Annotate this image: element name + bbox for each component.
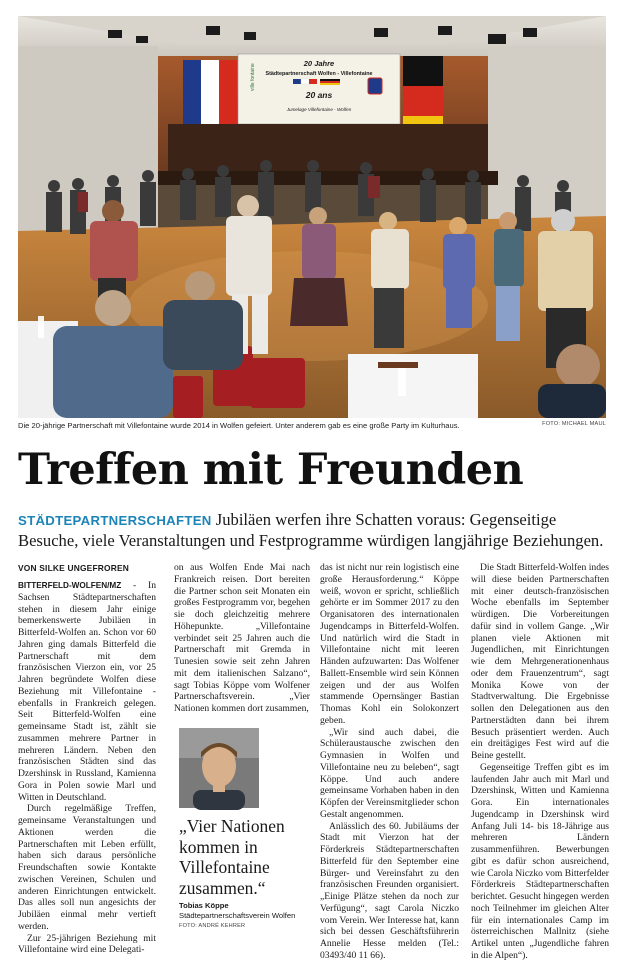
article-deck	[18, 510, 608, 551]
article-kicker: STÄDTEPARTNERSCHAFTEN	[18, 513, 212, 528]
anniversary-banner	[238, 54, 400, 124]
event-photo	[18, 16, 606, 418]
paragraph-text: - In Sachsen Städtepartnerschaften stehen in diesem Jahr einige bemerkenswerte Jubiläen in Bitterfeld-Wolfen an. Schon vor 60 Jahren ging damals Bitterfeld die Partnerschaft mit dem französischen Vierzon ein, vor 25 Jahren begründete Wolfen diese Beziehung mit Villefontaine - ebenfalls in Frankreich gelegen. Seit Bitterfeld-Wolfen eine gemeinsame Stadt ist, zählt sie zusammen mehrere Partner in mehreren Ländern. Neben den französischen Städten sind das Dzershinsk in Russland, Kamienna Gora in Polen sowie Marl und Witten in Deutschland.	[18, 580, 156, 803]
portrait-credit: FOTO: ANDRÉ KEHRER	[179, 923, 246, 929]
quote-author-role: Städtepartnerschaftsverein Wolfen	[179, 911, 296, 920]
banner-logo: ville fontaine	[250, 63, 256, 91]
banner-line-4: Jumelage Villefontaine - Wolfen	[286, 107, 352, 112]
paragraph: „Wir sind auch dabei, die Schüleraustausche zwischen den Gymnasien in Wolfen und Villefontaine neu zu beleben“, sagt Köppe. Und auch andere gemeinsame Vorhaben haben in den Köpfen der Vereinsmitglieder schon Gestalt angenommen.	[320, 726, 459, 820]
article-column-3	[320, 562, 459, 962]
article-column-4	[471, 562, 609, 962]
banner-line-2: Städtepartnerschaft Wolfen - Villefontaine	[265, 71, 373, 77]
portrait-illustration	[179, 728, 259, 808]
paragraph: Zur 25-jährigen Beziehung mit Villefontaine wird eine Delegati-	[18, 932, 156, 956]
article-column-1	[18, 562, 156, 956]
paragraph: Durch regelmäßige Treffen, gemeinsame Veranstaltungen und Aktionen werden die Partnerschaften mit Leben erfüllt, haben sich daraus persönliche Freundschaften sowie Kontakte zwischen Vereinen, Schulen und anderen Einrichtungen entwickelt. Das alles soll nun angesichts der Jubiläen einmal mehr vertieft werden.	[18, 803, 156, 932]
article-column-2	[174, 562, 310, 715]
banner-line-1: 20 Jahre	[303, 59, 335, 68]
coat-of-arms-icon	[368, 78, 382, 94]
photo-illustration	[18, 16, 606, 418]
quote-author-name: Tobias Köppe	[179, 901, 229, 910]
article-headline: Treffen mit Freunden	[18, 445, 524, 495]
photo-caption: Die 20-jährige Partnerschaft mit Villefontaine wurde 2014 in Wolfen gefeiert. Unter anderem gab es eine große Party im Kulturhaus.	[18, 421, 460, 430]
paragraph: Anlässlich des 60. Jubiläums der Stadt mit Vierzon hat der Förderkreis Städtepartnerschaften Bitterfeld für den September eine Bürger- und Vereinsfahrt zu den französischen Freunden organisiert. „Einige Plätze stehen da noch zur Verfügung“, sagt Carola Niczko vom Verein. Wer Interesse hat, kann sich bei dessen Geschäftsführerin Annelie Hesse melden (Tel.: 03493/40 11 66).	[320, 820, 459, 961]
portrait-photo	[179, 728, 259, 808]
dateline: BITTERFELD-WOLFEN/MZ	[18, 581, 122, 590]
paragraph	[18, 580, 156, 803]
paragraph: Gegenseitige Treffen gibt es im laufenden Jahr auch mit Marl und Dzershinsk, Witten und Kamienna Gora. Ein internationales Jugendcamp in Dzershinsk wird Anfang Juli 14- bis 18-Jährige aus mehreren Ländern zusammenführen. Bewerbungen gibt es dafür schon ausreichend, wie Carola Niczko vom Bitterfelder Förderkreis Städtepartnerschaften berichtet. Gesucht hingegen werden noch Teilnehmer im gleichen Alter für ein internationales Camp im österreichischen Mallnitz (siehe Artikel unten „Jugendliche fahren in die Alpen“).	[471, 761, 609, 961]
byline: VON SILKE UNGEFROREN	[18, 563, 130, 573]
paragraph: Die Stadt Bitterfeld-Wolfen indes will diese beiden Partnerschaften mit einer deutsch-französischen Woche ebenfalls im September würdigen. Die Vorbereitungen dafür sind in vollem Gange. „Wir planen viele Aktionen mit Jugendlichen, mit Einrichtungen wie dem Mehrgenerationenhaus oder dem Frauenzentrum“, sagt Monika Kowe von der Stadtverwaltung. Die Ergebnisse sollen den Delegationen aus den Partnerstädten dann bei ihrem Besuch präsentiert werden. Auch ein dreitägiges Fest wird auf die Beine gestellt.	[471, 562, 609, 761]
article-subheadline: Jubiläen werfen ihre Schatten voraus: Gegenseitige Besuche, viele Veranstaltungen und Festprogramme würdigen langjährige Beziehungen.	[18, 510, 604, 550]
paragraph: das ist nicht nur rein logistisch eine große Herausforderung.“ Köppe weiß, wovon er spricht, schließlich gehörte er im Sommer 2017 zu den Organisatoren des internationalen Jugendcamps in Bitterfeld-Wolfen. Und natürlich wird die Stadt in Villefontaine nicht mit leeren Händen aufzuwarten: Das Wolfener Ballett-Ensemble wird sein Können zeigen und der aus Wolfen stammende Opernsänger Bastian Thomas Kohl ein Solokonzert geben.	[320, 562, 459, 726]
caption-row	[18, 420, 606, 432]
pull-quote: „Vier Nationen kommen in Villefontaine zusammen.“	[179, 816, 285, 898]
photo-credit: FOTO: MICHAEL MAUL	[542, 421, 606, 427]
paragraph: on aus Wolfen Ende Mai nach Frankreich reisen. Dort bereiten die Partner schon seit Monaten ein großes Festprogramm vor, begehen sie doch gleichzeitig mehrere Höhepunkte. „Villefontaine verbindet seit 25 Jahren auch die Partnerschaft mit Gremda in Tunesien sowie seit zehn Jahren mit dem italienischen Salzano“, sagt Tobias Köppe vom Wolfener Partnerschaftsverein. „Vier Nationen kommen dort zusammen,	[174, 562, 310, 714]
banner-line-3: 20 ans	[305, 90, 333, 100]
